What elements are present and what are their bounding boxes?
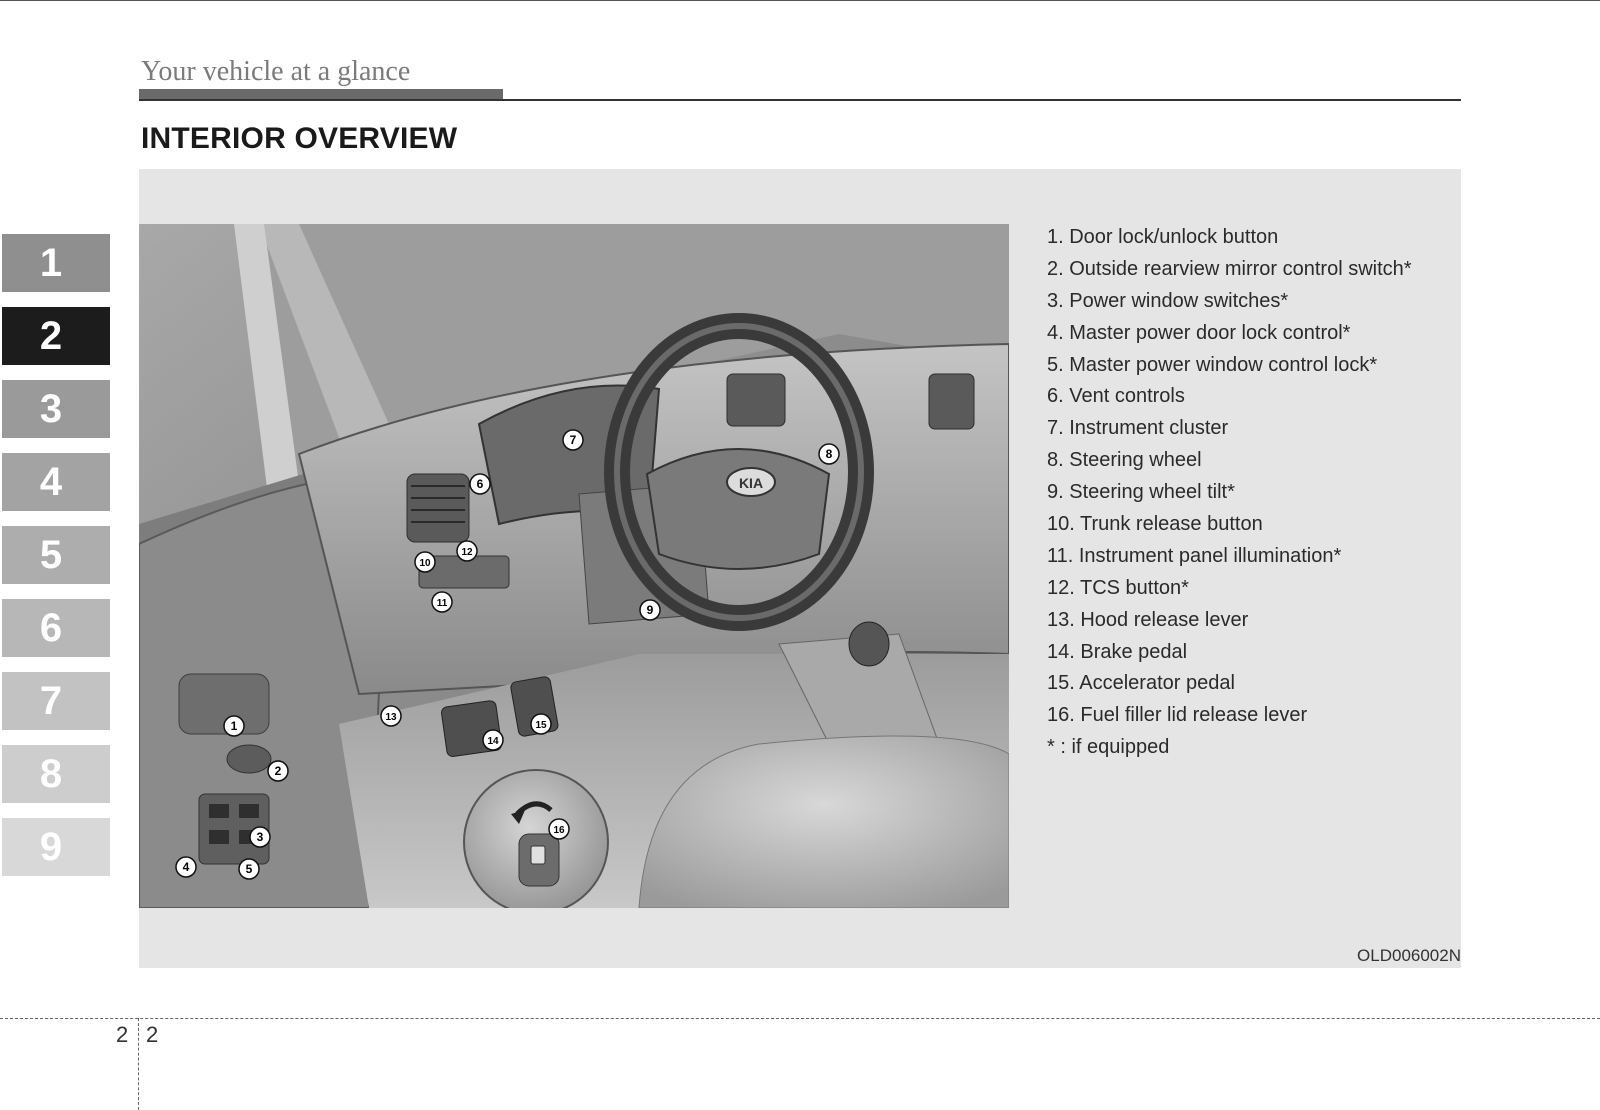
legend-item: 13. Hood release lever [1047,608,1249,631]
svg-text:5: 5 [245,862,253,876]
legend-item: 6. Vent controls [1047,385,1185,408]
legend-item: 15. Accelerator pedal [1047,672,1235,695]
svg-text:16: 16 [553,825,565,836]
legend-item: 3. Power window switches* [1047,289,1289,312]
interior-drawing [139,224,1009,908]
page-title: INTERIOR OVERVIEW [141,122,458,155]
svg-text:7: 7 [569,433,577,447]
chapter-tab[interactable]: 9 [2,818,110,876]
section-title-bar [139,89,503,99]
callout-1 [224,716,244,736]
legend-item: 11. Instrument panel illumination* [1047,544,1342,567]
callout-11 [432,592,452,612]
legend-item: 1. Door lock/unlock button [1047,226,1279,248]
svg-text:2: 2 [274,764,282,778]
chapter-tab[interactable]: 4 [2,453,110,511]
callout-2 [268,761,288,781]
chapter-tab[interactable]: 1 [2,234,110,292]
chapter-tab[interactable]: 8 [2,745,110,803]
chapter-tab[interactable]: 5 [2,526,110,584]
chapter-tab[interactable]: 2 [2,307,110,365]
kia-logo: KIA [738,475,764,491]
callout-14 [483,730,503,750]
svg-text:8: 8 [825,447,833,461]
svg-text:3: 3 [256,830,264,844]
chapter-number: 2 [116,1022,129,1047]
legend-item: 9. Steering wheel tilt* [1047,481,1235,504]
figure-code: OLD006002N [1357,946,1461,965]
legend-item: 14. Brake pedal [1047,640,1188,663]
legend-item: 12. TCS button* [1047,576,1189,599]
callout-15 [531,714,551,734]
callout-9 [640,600,660,620]
callout-5 [239,859,259,879]
svg-text:11: 11 [436,598,448,609]
callout-6 [470,474,490,494]
callout-7 [563,430,583,450]
callout-13 [381,706,401,726]
top-rule [0,0,1600,1]
callout-16 [549,819,569,839]
svg-text:15: 15 [535,720,547,731]
page-number: 2 [146,1022,159,1047]
legend-item: 16. Fuel filler lid release lever [1047,704,1308,727]
legend-item: 5. Master power window control lock* [1047,353,1378,376]
svg-text:10: 10 [419,558,431,569]
callout-12 [457,541,477,561]
svg-text:13: 13 [385,712,397,723]
svg-text:12: 12 [461,547,473,558]
legend-footnote: * : if equipped [1047,736,1170,759]
section-title: Your vehicle at a glance [141,56,411,87]
component-legend [1047,222,1412,764]
callout-4 [176,857,196,877]
footer-divider [138,1018,139,1110]
footer-rule [0,1018,1600,1019]
chapter-tab[interactable]: 6 [2,599,110,657]
legend-item: 10. Trunk release button [1047,513,1263,536]
callout-10 [415,552,435,572]
callout-8 [819,444,839,464]
legend-item: 7. Instrument cluster [1047,417,1229,440]
legend-item: 2. Outside rearview mirror control switch* [1047,257,1412,280]
legend-item: 8. Steering wheel [1047,449,1202,472]
svg-text:14: 14 [487,736,499,747]
interior-illustration [139,224,1009,908]
svg-text:4: 4 [182,860,190,874]
callout-3 [250,827,270,847]
header-rule [139,99,1461,101]
svg-text:9: 9 [646,603,654,617]
legend-item: 4. Master power door lock control* [1047,321,1351,344]
svg-text:1: 1 [230,719,238,733]
svg-text:6: 6 [476,477,484,491]
chapter-tab[interactable]: 7 [2,672,110,730]
chapter-tab[interactable]: 3 [2,380,110,438]
